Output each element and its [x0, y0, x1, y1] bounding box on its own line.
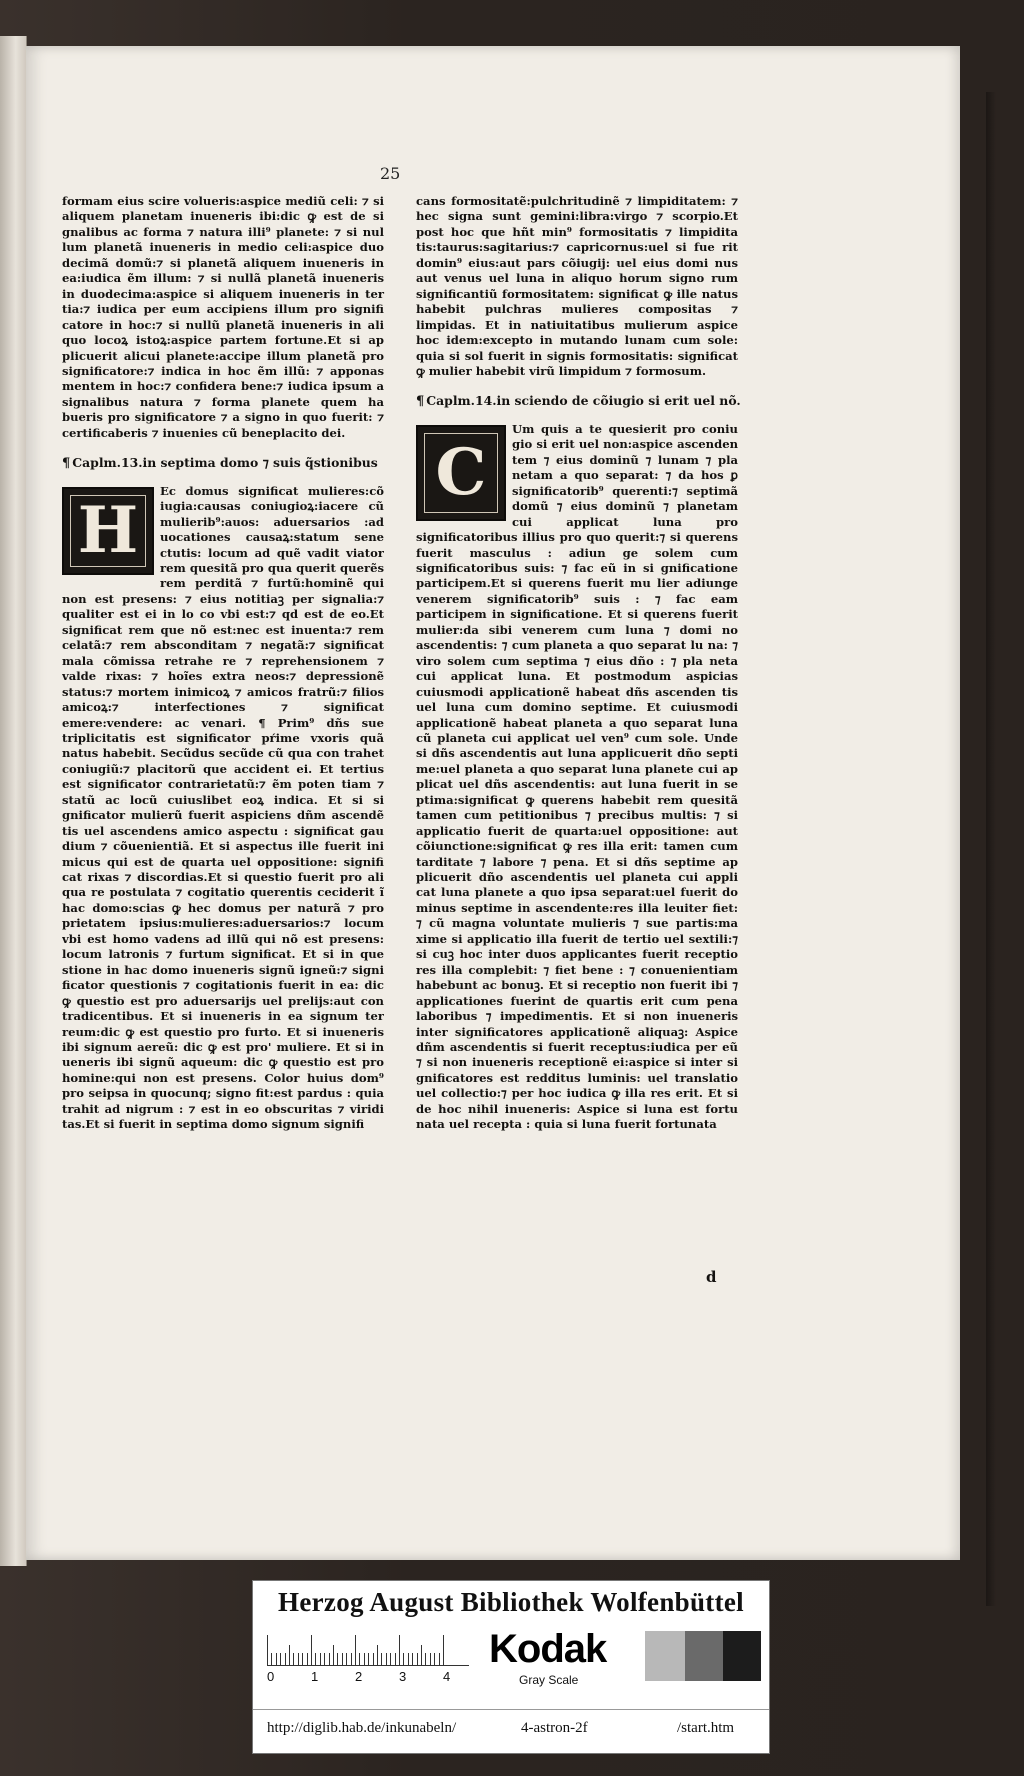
pilcrow-icon: ¶ — [416, 394, 425, 410]
ruler-tick — [276, 1653, 277, 1665]
right-paragraph-1: cans formositatẽ:pulchritudinẽ ⁊ limpiditatem: ⁊ hec signa sunt gemini:libra:virgo ⁊ scorpio.Et post hoc que hñt min⁹ formositatis ⁊ limpidita tis:taurus:sagitarius:⁊ capricornus:uel si fue rit domin⁹ eius:aut pars cõiugij: uel eius domi nus aut venus uel luna in aliquo horum signo rum significantiũ formositatem: significat ꝙ ille natus habebit pulchras mulieres compositas ⁊ limpidas. Et in natiuitatibus mulierum aspice hoc idem:excepto in mutando lunam cum sole: quia si sol fuerit in signis formositatis: significat ꝙ mulier habebit virũ limpidum ⁊ formosum. — [416, 194, 738, 378]
ruler-tick — [390, 1653, 391, 1665]
chapter-14-text: Um quis a te quesierit pro coniu gio si erit uel non:aspice ascenden tem ⁊ eius dominũ ⁊ lunam ⁊ pla netam a quo separat: ⁊ da hos ꝑ significatorib⁹ querenti:⁊ septimã domũ ⁊ eius dominũ ⁊ planetam cui applicat luna pro significatoribus illius pro quo querit:⁊ si querens fuerit masculus : adiun ge solem cum significatoribus suis: ⁊ fac eũ in si gnificatione participem.Et si querens fuerit mu lier adiunge venerem significatorib⁹ suis : ⁊ fac eam participem in significatione. Et si querens fuerit mulier:da sibi venerem cum luna ⁊ domi no ascendentis: ⁊ cum planeta a quo separat lu na: ⁊ viro solem cum septima ⁊ eius dño : ⁊ pla neta cui applicat luna. Et postmodum aspicias cuiusmodi applicationẽ habeat dñs ascenden tis uel luna cum domino septime. Et cuiusmodi applicationẽ habeat planeta a quo separat luna cũ planeta cui applicat uel ven⁹ cum sole. Unde si dñs ascendentis aut luna applicuerit dño septi me:uel planeta a quo separat luna planete cui ap plicat uel dñs ascendentis: aut luna fuerit in se ptima:significat ꝙ querens habebit rem quesitã tamen cum petitionibus ⁊ precibus multis: ⁊ si applicatio fuerit de quarta:uel oppositione: aut cõiunctione:significat ꝙ res illa erit: tamen cum tarditate ⁊ labore ⁊ pena. Et si dñs septime ap plicuerit dño ascendentis uel planeta cui appli cat luna planete a quo ipsa separat:uel fuerit do minus septime in ascendente:res illa leuiter fiet: ⁊ cũ magna voluntate mulieris ⁊ sue partis:ma xime si applicatio illa fuerit de tertio uel sextili:⁊ si cuꝫ hoc inter duos applicantes fuerit receptio res illa complebit: ⁊ fiet bene : ⁊ conuenientiam habebunt ac bonuꝫ. Et si receptio non fuerit ibi ⁊ applicationes fuerint de quartis erit cum pena laboribus ⁊ impedimentis. Et si non inueneris inter significatores applicationẽ aliquaꝫ: Aspice dñm ascendentis si fuerit receptus:iudica per eũ ⁊ si non inueneris receptionẽ ei:aspice si inter si gnificatores est redditus luminis: uel translatio uel collectio:⁊ per hoc iudica ꝙ illa res erit. Et si de hoc nihil inueneris: Aspice si luna est fortu nata uel recepta : quia si luna fuerit fortunata — [416, 421, 738, 1132]
ruler-tick — [307, 1653, 308, 1665]
ruler-tick — [302, 1653, 303, 1665]
chapter-13-text: Ec domus significat mulieres:cõ iugia:causas coniugioꝝ:iacere cũ mulierib⁹:auos: aduersarios :ad uocationes causaꝝ:statum sene ctutis: locum ad quẽ vadit viator rem quesitã pro qua querit querẽs rem perditã ⁊ furtũ:hominẽ qui non est presens: ⁊ eius notitiaꝫ per signalia:⁊ qualiter est ei in lo co vbi est:⁊ qd est de eo.Et significat rem que nõ est:nec est inuenta:⁊ rem celatã:⁊ rem absconditam ⁊ negatã:⁊ significat mala cõmissa retrahe re ⁊ reprehensionem ⁊ valde rixas: ⁊ hoĩes extra neos:⁊ depressionẽ status:⁊ mortem inimicoꝝ ⁊ amicos fratrũ:⁊ filios amicoꝝ:⁊ interfectiones ⁊ significat emere:vendere: ac venari. ¶ Prim⁹ dñs sue triplicitatis est significator pŕime vxoris quã natus habebit. Secũdus secũde cũ qua con trahet coniugiũ:⁊ placitorũ que accident ei. Et tertius est significator contrarietatũ:⁊ ẽm poten tiam ⁊ statũ ac locũ cuiuslibet eoꝝ indica. Et si si gnificator mulierũ fuerit aspiciens dñm ascendẽ tis uel ascendens amico aspectu : significat gau dium ⁊ cõuenientiã. Et si aspectus ille fuerit ini micus qui est de quarta uel oppositione: signifi cat rixas ⁊ discordias.Et si questio fuerit pro ali qua re postulata ⁊ cogitatio querentis ceciderit ĩ hac domo:scias ꝙ hec domus per naturã ⁊ pro prietatem ipsius:mulieres:aduersarios:⁊ locum vbi est homo vadens ad illũ qui nõ est presens: locum latronis ⁊ furtum significat. Et si in que stione in hac domo inueneris signũ igneũ:⁊ signi ficator questionis ⁊ cogitationis fuerit in ea: dic ꝙ questio est pro aduersarijs uel prelijs:aut con tradicentibus. Et si inueneris in ea signum ter reum:dic ꝙ est questio pro furto. Et si inueneris ibi signum aereũ: dic ꝙ est pro' muliere. Et si in ueneris ibi signũ aqueum: dic ꝙ questio est pro homine:qui non est presens. Color huius dom⁹ pro seipsa in quocunq; signo fit:est pardus : quia trahit ad nigrum : ⁊ est in eo obscuritas ⁊ viridi tas.Et si fuerit in septima domo signum signifi — [62, 483, 384, 1132]
quire-signature: d — [706, 1268, 717, 1286]
ruler-tick — [315, 1653, 316, 1665]
ruler-tick — [320, 1653, 321, 1665]
ruler-tick — [434, 1653, 435, 1665]
url-middle: 4-astron-2f — [521, 1720, 588, 1736]
pilcrow-icon: ¶ — [62, 456, 71, 472]
decorated-initial-c-icon — [416, 425, 506, 521]
ruler-tick — [311, 1635, 312, 1665]
ruler-tick — [425, 1653, 426, 1665]
url-row — [253, 1709, 769, 1746]
ruler-label: 4 — [443, 1669, 451, 1684]
chapter-13-heading — [62, 455, 384, 471]
kodak-logo: Kodak — [489, 1627, 607, 1671]
ruler-tick — [359, 1653, 360, 1665]
gray-swatch-mid — [685, 1631, 723, 1681]
ruler-tick — [377, 1645, 378, 1665]
color-target-card — [252, 1580, 770, 1754]
ruler-tick — [324, 1653, 325, 1665]
page-number: 25 — [380, 164, 401, 183]
library-title: Herzog August Bibliothek Wolfenbüttel — [278, 1587, 744, 1617]
ruler-tick — [373, 1653, 374, 1665]
initial-letter: H — [77, 492, 139, 568]
ruler-tick — [399, 1635, 400, 1665]
ruler-tick — [417, 1653, 418, 1665]
measurement-ruler — [267, 1629, 469, 1666]
ruler-tick — [293, 1653, 294, 1665]
chapter-13-heading-text: Caplm.13.in septima domo ⁊ suis q̃stionibus — [72, 455, 378, 471]
ruler-tick — [381, 1653, 382, 1665]
previous-page-edge — [0, 36, 27, 1566]
ruler-tick — [298, 1653, 299, 1665]
ruler-tick — [364, 1653, 365, 1665]
left-paragraph-1: formam eius scire volueris:aspice mediũ celi: ⁊ si aliquem planetam inueneris ibi:dic ꝙ est de si gnalibus ac forma ⁊ natura illi⁹ planete: ⁊ si nul lum planetã inueneris in medio celi:aspice duo decimã domũ:⁊ si planetã aliquem inueneris in ea:iudica ẽm illum: ⁊ si nullã planetã inueneris in duodecima:aspice si aliquem inueneris in ter tia:⁊ iudica per eum accipiens illum pro signifi catore in hoc:⁊ si nullũ planetã inueneris in ali quo locoꝝ istoꝝ:aspice partem fortune.Et si ap plicuerit alicui planete:accipe illum planetã pro significatore:⁊ indica in hoc ẽm illũ: ⁊ apponas mentem in hoc:⁊ confidera bene:⁊ iudica ipsum a signalibus natura ⁊ forma planete quem ha bueris pro significatore ⁊ a signo in quo fuerit: ⁊ certificaberis ⁊ inuenies cũ beneplacito dei. — [62, 194, 384, 440]
ruler-tick — [280, 1653, 281, 1665]
ruler-labels — [267, 1669, 477, 1687]
ruler-tick — [368, 1653, 369, 1665]
decorated-initial-h-icon — [62, 487, 154, 575]
ruler-tick — [337, 1653, 338, 1665]
ruler-tick — [355, 1635, 356, 1665]
ruler-tick — [351, 1653, 352, 1665]
ruler-tick — [267, 1635, 268, 1665]
ruler-tick — [421, 1645, 422, 1665]
ruler-tick — [439, 1653, 440, 1665]
ruler-tick — [271, 1653, 272, 1665]
ruler-label: 3 — [399, 1669, 407, 1684]
chapter-13-body — [62, 484, 384, 1133]
ruler-tick — [412, 1653, 413, 1665]
ruler-tick — [395, 1653, 396, 1665]
chapter-14-heading — [416, 393, 741, 410]
ruler-tick — [333, 1645, 334, 1665]
ruler-tick — [386, 1653, 387, 1665]
gray-scale-label: Gray Scale — [519, 1673, 579, 1687]
ruler-tick — [289, 1645, 290, 1665]
ruler-tick — [430, 1653, 431, 1665]
chapter-14-body — [416, 422, 738, 1133]
ruler-tick — [285, 1653, 286, 1665]
ruler-tick — [342, 1653, 343, 1665]
chapter-14-heading-text: Caplm.14.in sciendo de cõiugio si erit uel nõ. — [426, 393, 741, 409]
gray-swatch-light — [645, 1631, 685, 1681]
ruler-tick — [403, 1653, 404, 1665]
ruler-label: 2 — [355, 1669, 363, 1684]
page-edge-shadow — [986, 92, 996, 1606]
ruler-tick — [443, 1635, 444, 1665]
ruler-label: 0 — [267, 1669, 275, 1684]
ruler-tick — [408, 1653, 409, 1665]
ruler-tick — [346, 1653, 347, 1665]
url-left: http://diglib.hab.de/inkunabeln/ — [267, 1720, 457, 1736]
right-text-column — [416, 194, 741, 1133]
url-right: /start.htm — [677, 1720, 735, 1736]
gray-swatch-dark — [723, 1631, 761, 1681]
initial-letter: C — [435, 434, 487, 510]
left-text-column — [62, 194, 384, 1133]
ruler-tick — [329, 1653, 330, 1665]
ruler-label: 1 — [311, 1669, 319, 1684]
